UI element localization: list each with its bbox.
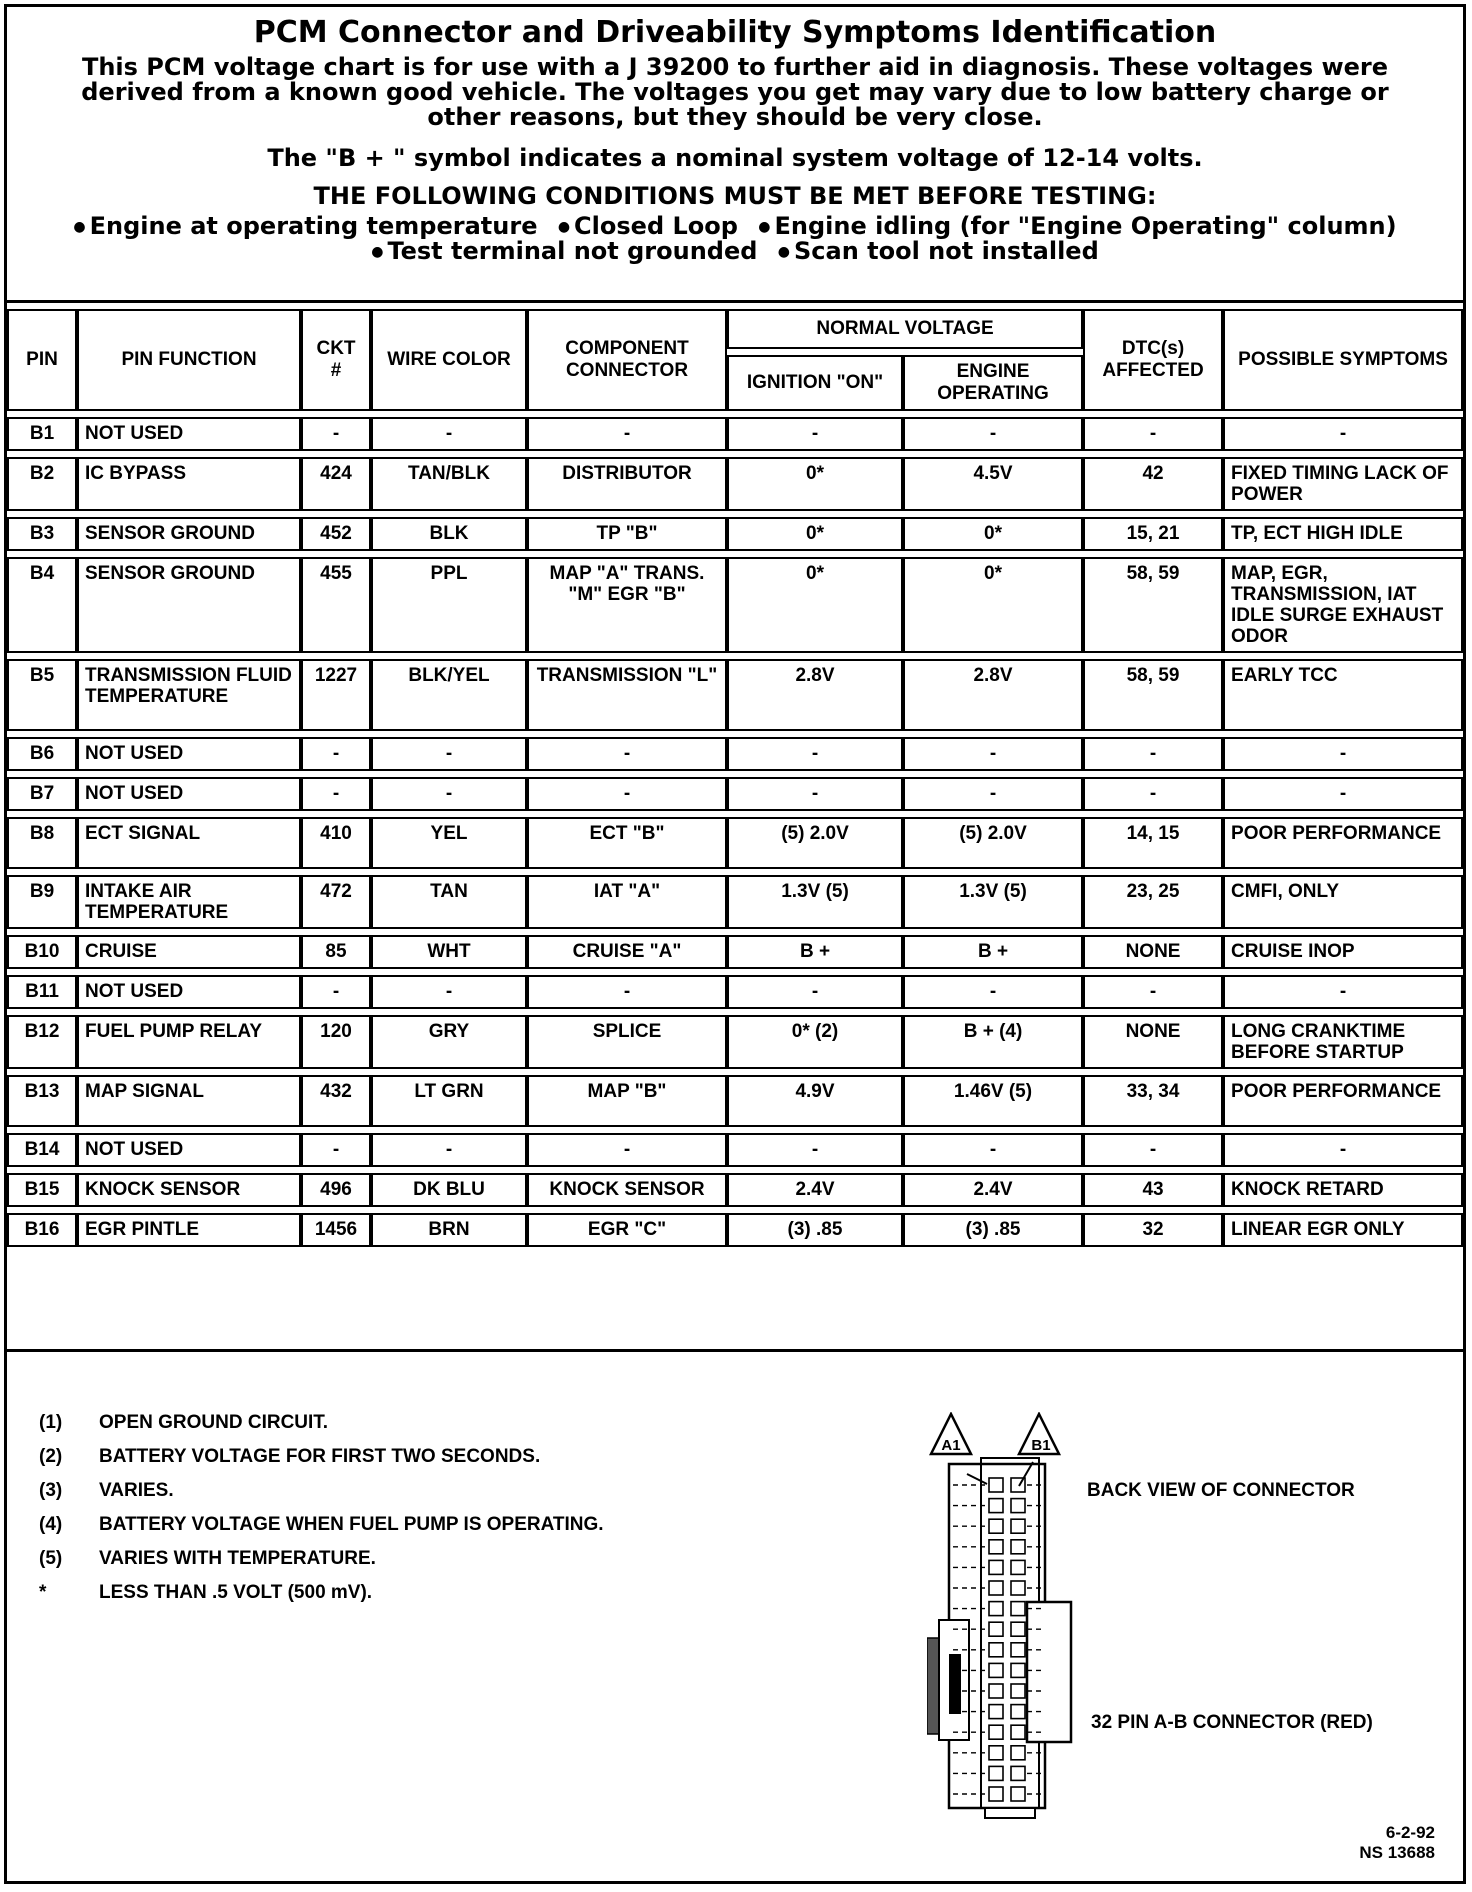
footnote-number: (3) xyxy=(39,1480,63,1501)
cell-component: ECT "B" xyxy=(527,817,727,869)
cell-component: TRANSMISSION "L" xyxy=(527,659,727,731)
cell-pin: B4 xyxy=(7,557,77,653)
cell-ckt: - xyxy=(301,777,371,811)
cell-function: NOT USED xyxy=(77,417,301,451)
cell-pin: B15 xyxy=(7,1173,77,1207)
cell-function: MAP SIGNAL xyxy=(77,1075,301,1127)
cell-ignition-on: - xyxy=(727,777,903,811)
cell-wire: YEL xyxy=(371,817,527,869)
cell-function: KNOCK SENSOR xyxy=(77,1173,301,1207)
cell-ckt: 472 xyxy=(301,875,371,929)
connector-pin-cavity xyxy=(989,1581,1003,1595)
connector-pin-cavity xyxy=(989,1663,1003,1677)
cell-pin: B14 xyxy=(7,1133,77,1167)
cell-wire: - xyxy=(371,737,527,771)
connector-pin-cavity xyxy=(1011,1602,1025,1616)
connector-pin-cavity xyxy=(1011,1519,1025,1533)
cell-engine-operating: (5) 2.0V xyxy=(903,817,1083,869)
cell-ckt: 1227 xyxy=(301,659,371,731)
cell-wire: BRN xyxy=(371,1213,527,1247)
cell-pin: B2 xyxy=(7,457,77,511)
cell-ckt: 1456 xyxy=(301,1213,371,1247)
footnote-item xyxy=(39,1480,604,1514)
cell-ckt: 120 xyxy=(301,1015,371,1069)
document-header xyxy=(7,7,1463,303)
cell-ckt: - xyxy=(301,1133,371,1167)
cell-engine-operating: B + xyxy=(903,935,1083,969)
connector-pin-cavity xyxy=(1011,1746,1025,1760)
cell-wire: GRY xyxy=(371,1015,527,1069)
cell-symptoms: - xyxy=(1223,737,1463,771)
cell-ignition-on: - xyxy=(727,1133,903,1167)
cell-ckt: - xyxy=(301,737,371,771)
cell-wire: TAN/BLK xyxy=(371,457,527,511)
cell-symptoms: - xyxy=(1223,417,1463,451)
connector-pin-cavity xyxy=(989,1787,1003,1801)
cell-ckt: - xyxy=(301,975,371,1009)
connector-diagram xyxy=(927,1412,1127,1832)
footnote-item xyxy=(39,1582,604,1616)
cell-dtc: 58, 59 xyxy=(1083,557,1223,653)
connector-pin-cavity xyxy=(989,1519,1003,1533)
col-dtc-header: DTC(s) AFFECTED xyxy=(1083,309,1223,411)
table-row xyxy=(7,737,1463,771)
condition-item: ● Engine idling (for "Engine Operating" column) xyxy=(758,214,1396,239)
cell-pin: B12 xyxy=(7,1015,77,1069)
a1-label: A1 xyxy=(941,1437,961,1454)
cell-ckt: 410 xyxy=(301,817,371,869)
condition-item: ● Scan tool not installed xyxy=(778,239,1099,264)
cell-pin: B16 xyxy=(7,1213,77,1247)
cell-component: MAP "A" TRANS. "M" EGR "B" xyxy=(527,557,727,653)
cell-dtc: - xyxy=(1083,737,1223,771)
connector-pin-cavity xyxy=(989,1478,1003,1492)
footnote-item xyxy=(39,1446,604,1480)
cell-engine-operating: 1.46V (5) xyxy=(903,1075,1083,1127)
col-function-header: PIN FUNCTION xyxy=(77,309,301,411)
footer-area xyxy=(7,1349,1463,1883)
cell-symptoms: FIXED TIMING LACK OF POWER xyxy=(1223,457,1463,511)
table-row xyxy=(7,1133,1463,1167)
connector-pin-cavity xyxy=(989,1705,1003,1719)
connector-pin-cavity xyxy=(989,1602,1003,1616)
cell-pin: B7 xyxy=(7,777,77,811)
table-row xyxy=(7,1015,1463,1069)
connector-pin-cavity xyxy=(989,1622,1003,1636)
connector-pin-cavity xyxy=(989,1499,1003,1513)
cell-function: IC BYPASS xyxy=(77,457,301,511)
bplus-note: The "B + " symbol indicates a nominal system voltage of 12-14 volts. xyxy=(267,144,1203,172)
table-body xyxy=(7,417,1463,1247)
footnote-text: LESS THAN .5 VOLT (500 mV). xyxy=(99,1582,373,1603)
cell-function: SENSOR GROUND xyxy=(77,517,301,551)
connector-pin-cavity xyxy=(989,1684,1003,1698)
footnote-number: (4) xyxy=(39,1514,63,1535)
intro-text: This PCM voltage chart is for use with a J 39200 to further aid in diagnosis. These voltages were derived from a known good vehicle. The voltages you get may vary due to low battery charge or other reasons, but they should be very close. xyxy=(81,53,1389,131)
footnote-item xyxy=(39,1514,604,1548)
connector-side-slot xyxy=(949,1654,961,1714)
cell-symptoms: EARLY TCC xyxy=(1223,659,1463,731)
cell-pin: B5 xyxy=(7,659,77,731)
document-sheet xyxy=(4,4,1466,1884)
cell-pin: B1 xyxy=(7,417,77,451)
cell-function: NOT USED xyxy=(77,737,301,771)
table-row xyxy=(7,1075,1463,1127)
cell-wire: - xyxy=(371,777,527,811)
cell-symptoms: POOR PERFORMANCE xyxy=(1223,1075,1463,1127)
cell-function: INTAKE AIR TEMPERATURE xyxy=(77,875,301,929)
cell-function: CRUISE xyxy=(77,935,301,969)
cell-pin: B8 xyxy=(7,817,77,869)
cell-function: SENSOR GROUND xyxy=(77,557,301,653)
table-row xyxy=(7,417,1463,451)
cell-symptoms: MAP, EGR, TRANSMISSION, IAT IDLE SURGE EXHAUST ODOR xyxy=(1223,557,1463,653)
cell-function: NOT USED xyxy=(77,777,301,811)
cell-engine-operating: 0* xyxy=(903,517,1083,551)
cell-engine-operating: - xyxy=(903,975,1083,1009)
cell-function: NOT USED xyxy=(77,975,301,1009)
cell-component: - xyxy=(527,975,727,1009)
cell-dtc: 14, 15 xyxy=(1083,817,1223,869)
col-ckt-header: CKT # xyxy=(301,309,371,411)
cell-engine-operating: 1.3V (5) xyxy=(903,875,1083,929)
condition-item: ● Closed Loop xyxy=(558,214,738,239)
cell-ignition-on: 0* (2) xyxy=(727,1015,903,1069)
cell-component: DISTRIBUTOR xyxy=(527,457,727,511)
cell-symptoms: - xyxy=(1223,1133,1463,1167)
cell-engine-operating: 2.4V xyxy=(903,1173,1083,1207)
cell-ckt: - xyxy=(301,417,371,451)
cell-function: ECT SIGNAL xyxy=(77,817,301,869)
connector-pin-cavity xyxy=(989,1746,1003,1760)
table-row xyxy=(7,975,1463,1009)
cell-symptoms: TP, ECT HIGH IDLE xyxy=(1223,517,1463,551)
cell-symptoms: - xyxy=(1223,777,1463,811)
cell-engine-operating: 0* xyxy=(903,557,1083,653)
cell-dtc: 32 xyxy=(1083,1213,1223,1247)
connector-pin-cavity xyxy=(989,1725,1003,1739)
cell-component: TP "B" xyxy=(527,517,727,551)
connector-pin-cavity xyxy=(1011,1643,1025,1657)
pcm-table-area xyxy=(7,303,1463,1253)
connector-pin-cavity xyxy=(989,1766,1003,1780)
cell-wire: - xyxy=(371,417,527,451)
table-row xyxy=(7,517,1463,551)
cell-pin: B11 xyxy=(7,975,77,1009)
connector-pin-cavity xyxy=(989,1540,1003,1554)
cell-engine-operating: (3) .85 xyxy=(903,1213,1083,1247)
cell-ignition-on: - xyxy=(727,975,903,1009)
b1-label: B1 xyxy=(1031,1437,1051,1454)
connector-lock-tab xyxy=(1027,1602,1071,1742)
connector-pin-cavity xyxy=(1011,1622,1025,1636)
connector-pin-cavity xyxy=(1011,1560,1025,1574)
cell-dtc: - xyxy=(1083,777,1223,811)
cell-function: FUEL PUMP RELAY xyxy=(77,1015,301,1069)
connector-type-label: 32 PIN A-B CONNECTOR (RED) xyxy=(1091,1712,1373,1733)
document-number: NS 13688 xyxy=(1359,1843,1435,1862)
cell-component: - xyxy=(527,777,727,811)
footnotes xyxy=(39,1412,604,1616)
connector-pin-cavity xyxy=(1011,1787,1025,1801)
cell-symptoms: CMFI, ONLY xyxy=(1223,875,1463,929)
cell-engine-operating: - xyxy=(903,737,1083,771)
cell-wire: TAN xyxy=(371,875,527,929)
footnote-text: VARIES. xyxy=(99,1480,174,1501)
page-title: PCM Connector and Driveability Symptoms Identification xyxy=(253,15,1217,50)
cell-component: SPLICE xyxy=(527,1015,727,1069)
table-row xyxy=(7,777,1463,811)
cell-pin: B13 xyxy=(7,1075,77,1127)
cell-ignition-on: (3) .85 xyxy=(727,1213,903,1247)
col-wire-header: WIRE COLOR xyxy=(371,309,527,411)
cell-symptoms: - xyxy=(1223,975,1463,1009)
cell-ignition-on: B + xyxy=(727,935,903,969)
col-symptoms-header: POSSIBLE SYMPTOMS xyxy=(1223,309,1463,411)
footnote-item xyxy=(39,1548,604,1582)
cell-symptoms: KNOCK RETARD xyxy=(1223,1173,1463,1207)
cell-component: - xyxy=(527,737,727,771)
connector-pin-cavity xyxy=(1011,1581,1025,1595)
cell-ckt: 432 xyxy=(301,1075,371,1127)
col-engine-operating-header: ENGINE OPERATING xyxy=(903,355,1083,411)
cell-pin: B3 xyxy=(7,517,77,551)
cell-wire: WHT xyxy=(371,935,527,969)
table-row xyxy=(7,1213,1463,1247)
cell-ckt: 455 xyxy=(301,557,371,653)
cell-function: TRANSMISSION FLUID TEMPERATURE xyxy=(77,659,301,731)
col-ignition-on-header: IGNITION "ON" xyxy=(727,355,903,411)
connector-pin-cavity xyxy=(1011,1705,1025,1719)
cell-pin: B10 xyxy=(7,935,77,969)
cell-symptoms: LONG CRANKTIME BEFORE STARTUP xyxy=(1223,1015,1463,1069)
cell-engine-operating: 2.8V xyxy=(903,659,1083,731)
cell-dtc: 33, 34 xyxy=(1083,1075,1223,1127)
cell-component: CRUISE "A" xyxy=(527,935,727,969)
cell-component: - xyxy=(527,1133,727,1167)
cell-dtc: - xyxy=(1083,1133,1223,1167)
connector-pin-cavity xyxy=(989,1643,1003,1657)
cell-dtc: 43 xyxy=(1083,1173,1223,1207)
col-normal-voltage-header: NORMAL VOLTAGE xyxy=(727,309,1083,349)
cell-ignition-on: - xyxy=(727,417,903,451)
cell-dtc: 23, 25 xyxy=(1083,875,1223,929)
cell-engine-operating: - xyxy=(903,1133,1083,1167)
footnote-text: VARIES WITH TEMPERATURE. xyxy=(99,1548,376,1569)
footnote-number: (2) xyxy=(39,1446,63,1467)
connector-pin-cavity xyxy=(1011,1725,1025,1739)
footnote-number: (5) xyxy=(39,1548,63,1569)
col-pin-header: PIN xyxy=(7,309,77,411)
cell-engine-operating: 4.5V xyxy=(903,457,1083,511)
footnote-text: BATTERY VOLTAGE FOR FIRST TWO SECONDS. xyxy=(99,1446,541,1467)
connector-pin-cavity xyxy=(989,1560,1003,1574)
cell-ignition-on: (5) 2.0V xyxy=(727,817,903,869)
connector-pin-cavity xyxy=(1011,1663,1025,1677)
cell-function: NOT USED xyxy=(77,1133,301,1167)
cell-ignition-on: 0* xyxy=(727,457,903,511)
cell-component: IAT "A" xyxy=(527,875,727,929)
cell-component: MAP "B" xyxy=(527,1075,727,1127)
table-row xyxy=(7,457,1463,511)
cell-pin: B6 xyxy=(7,737,77,771)
cell-ckt: 85 xyxy=(301,935,371,969)
cell-ignition-on: 4.9V xyxy=(727,1075,903,1127)
cell-symptoms: POOR PERFORMANCE xyxy=(1223,817,1463,869)
cell-component: EGR "C" xyxy=(527,1213,727,1247)
cell-ignition-on: 0* xyxy=(727,557,903,653)
condition-item: ● Engine at operating temperature xyxy=(73,214,537,239)
cell-dtc: - xyxy=(1083,417,1223,451)
cell-ckt: 496 xyxy=(301,1173,371,1207)
cell-ckt: 452 xyxy=(301,517,371,551)
footnote-text: OPEN GROUND CIRCUIT. xyxy=(99,1412,329,1433)
cell-wire: PPL xyxy=(371,557,527,653)
cell-dtc: 42 xyxy=(1083,457,1223,511)
cell-ignition-on: 1.3V (5) xyxy=(727,875,903,929)
conditions-list xyxy=(7,214,1463,264)
footnote-number: (1) xyxy=(39,1412,63,1433)
table-row xyxy=(7,935,1463,969)
document-date: 6-2-92 xyxy=(1385,1823,1435,1842)
col-component-header: COMPONENT CONNECTOR xyxy=(527,309,727,411)
cell-ckt: 424 xyxy=(301,457,371,511)
cell-wire: - xyxy=(371,1133,527,1167)
cell-ignition-on: 0* xyxy=(727,517,903,551)
table-row xyxy=(7,817,1463,869)
cell-symptoms: LINEAR EGR ONLY xyxy=(1223,1213,1463,1247)
table-row xyxy=(7,875,1463,929)
cell-dtc: - xyxy=(1083,975,1223,1009)
cell-engine-operating: B + (4) xyxy=(903,1015,1083,1069)
table-row xyxy=(7,659,1463,731)
cell-wire: DK BLU xyxy=(371,1173,527,1207)
cell-wire: BLK xyxy=(371,517,527,551)
footnote-number: * xyxy=(39,1582,47,1603)
cell-dtc: 15, 21 xyxy=(1083,517,1223,551)
table-row xyxy=(7,557,1463,653)
table-row xyxy=(7,1173,1463,1207)
connector-side-clip xyxy=(927,1638,939,1734)
cell-component: - xyxy=(527,417,727,451)
connector-pin-cavity xyxy=(1011,1766,1025,1780)
cell-ignition-on: 2.8V xyxy=(727,659,903,731)
connector-pin-cavity xyxy=(1011,1540,1025,1554)
cell-engine-operating: - xyxy=(903,777,1083,811)
connector-foot xyxy=(985,1808,1035,1818)
cell-wire: LT GRN xyxy=(371,1075,527,1127)
footnote-text: BATTERY VOLTAGE WHEN FUEL PUMP IS OPERATING. xyxy=(99,1514,604,1535)
cell-pin: B9 xyxy=(7,875,77,929)
cell-function: EGR PINTLE xyxy=(77,1213,301,1247)
cell-ignition-on: - xyxy=(727,737,903,771)
document-reference xyxy=(1359,1823,1435,1863)
cell-symptoms: CRUISE INOP xyxy=(1223,935,1463,969)
cell-dtc: 58, 59 xyxy=(1083,659,1223,731)
cell-component: KNOCK SENSOR xyxy=(527,1173,727,1207)
condition-item: ● Test terminal not grounded xyxy=(371,239,757,264)
connector-pin-cavity xyxy=(1011,1684,1025,1698)
back-view-label: BACK VIEW OF CONNECTOR xyxy=(1087,1480,1355,1501)
cell-dtc: NONE xyxy=(1083,935,1223,969)
pcm-voltage-table xyxy=(7,303,1463,1253)
cell-ignition-on: 2.4V xyxy=(727,1173,903,1207)
footnote-item xyxy=(39,1412,604,1446)
cell-dtc: NONE xyxy=(1083,1015,1223,1069)
cell-wire: BLK/YEL xyxy=(371,659,527,731)
connector-pin-cavity xyxy=(1011,1499,1025,1513)
cell-wire: - xyxy=(371,975,527,1009)
cell-engine-operating: - xyxy=(903,417,1083,451)
conditions-title: THE FOLLOWING CONDITIONS MUST BE MET BEFORE TESTING: xyxy=(313,182,1157,210)
